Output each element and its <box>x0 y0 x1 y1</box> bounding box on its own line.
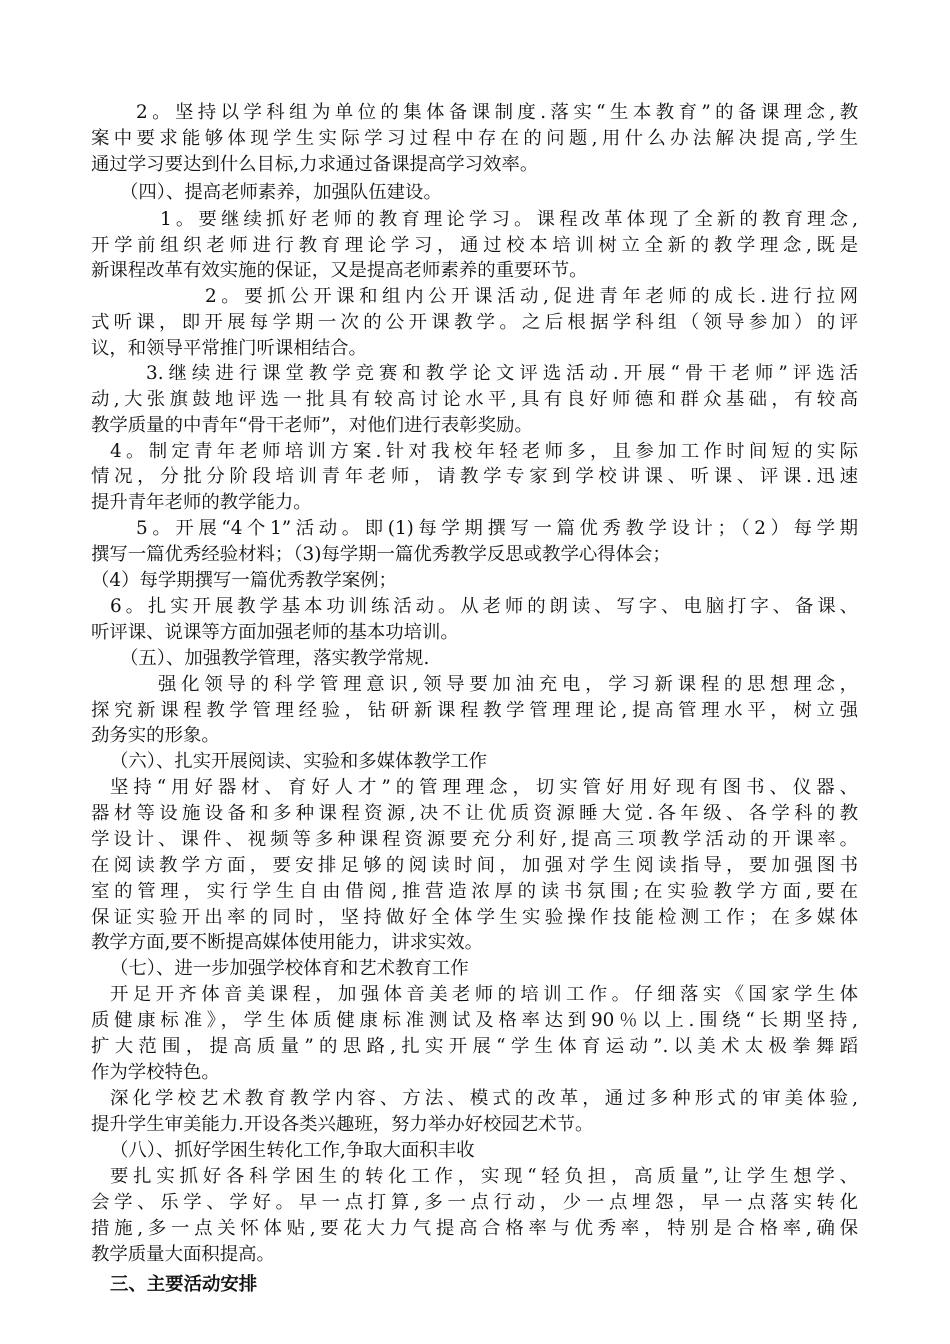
text-line: 开足开齐体音美课程，加强体音美老师的培训工作。仔细落实《国家学生体 <box>110 984 858 1005</box>
text-line: 开学前组织老师进行教育理论学习，通过校本培训树立全新的教学理念,既是 <box>91 235 858 256</box>
text-line: 深化学校艺术教育教学内容、方法、模式的改革，通过多种形式的审美体验, <box>110 1088 858 1109</box>
text-line: 质健康标准》，学生体质健康标准测试及格率达到90％以上.围绕“长期坚持, <box>91 1010 858 1031</box>
text-line: 强化领导的科学管理意识,领导要加油充电，学习新课程的思想理念， <box>158 674 858 695</box>
text-line: 3.继续进行课堂教学竞赛和教学论文评选活动.开展“骨干老师”评选活 <box>146 363 858 384</box>
text-line: 教学质量大面积提高。 <box>91 1244 275 1265</box>
text-line: 式听课，即开展每学期一次的公开课教学。之后根据学科组（领导参加）的评 <box>91 312 858 333</box>
text-line: （六）、扎实开展阅读、实验和多媒体教学工作 <box>110 751 488 772</box>
text-line: （七）、进一步加强学校体育和艺术教育工作 <box>110 958 469 979</box>
text-line: （五）、加强教学管理，落实教学常规. <box>120 648 430 669</box>
text-line: 2。要抓公开课和组内公开课活动,促进青年老师的成长.进行拉网 <box>205 286 858 307</box>
text-line: 5。开展“4个1”活动。即(1)每学期撰写一篇优秀教学设计；（2）每学期 <box>136 518 858 539</box>
text-line: 教学方面,要不断提高媒体使用能力，讲求实效。 <box>91 932 484 953</box>
text-line: 听评课、说课等方面加强老师的基本功培训。 <box>91 622 459 643</box>
text-line: 劲务实的形象。 <box>91 725 220 746</box>
text-line: 作为学校特色。 <box>91 1062 220 1083</box>
text-line: （四）、提高老师素养，加强队伍建设。 <box>120 182 442 203</box>
text-line: 在阅读教学方面，要安排足够的阅读时间，加强对学生阅读指导，要加强图书 <box>91 855 858 876</box>
section-heading: 三、主要活动安排 <box>110 1274 258 1295</box>
text-line: 坚持“用好器材、育好人才”的管理理念，切实管好用好现有图书、仪器、 <box>110 777 858 798</box>
text-line: 室的管理，实行学生自由借阅,推营造浓厚的读书氛围;在实验教学方面,要在 <box>91 881 858 902</box>
text-line: 保证实验开出率的同时，坚持做好全体学生实验操作技能检测工作；在多媒体 <box>91 907 858 928</box>
text-line: 措施,多一点关怀体贴,要花大力气提高合格率与优秀率，特别是合格率,确保 <box>91 1218 858 1239</box>
text-line: 新课程改革有效实施的保证，又是提高老师素养的重要环节。 <box>91 260 588 281</box>
text-line: 教学质量的中青年“骨干老师”，对他们进行表彰奖励。 <box>91 415 533 436</box>
text-line: 撰写一篇优秀经验材料；（3)每学期一篇优秀教学反思或教学心得体会； <box>91 544 671 565</box>
text-line: 案中要求能够体现学生实际学习过程中存在的问题,用什么办法解决提高,学生 <box>91 128 858 149</box>
text-line: 通过学习要达到什么目标,力求通过备课提高学习效率。 <box>91 154 539 175</box>
text-line: 提升青年老师的教学能力。 <box>91 492 312 513</box>
text-line: 1。要继续抓好老师的教育理论学习。课程改革体现了全新的教育理念, <box>160 209 858 230</box>
text-line: 议，和领导平常推门听课相结合。 <box>91 338 367 359</box>
text-line: 学设计、课件、视频等多种课程资源要充分利好,提高三项教学活动的开课率。 <box>91 829 858 850</box>
text-line: 器材等设施设备和多种课程资源,决不让优质资源睡大觉.各年级、各学科的教 <box>91 803 858 824</box>
text-line: 提升学生审美能力.开设各类兴趣班，努力举办好校园艺术节。 <box>91 1114 594 1135</box>
text-line: 会学、乐学、学好。早一点打算,多一点行动，少一点埋怨，早一点落实转化 <box>91 1192 858 1213</box>
text-line: 探究新课程教学管理经验，钻研新课程教学管理理论,提高管理水平，树立强 <box>91 700 858 721</box>
text-line: 2。坚持以学科组为单位的集体备课制度.落实“生本教育”的备课理念,教 <box>136 102 858 123</box>
text-line: 6。扎实开展教学基本功训练活动。从老师的朗读、写字、电脑打字、备课、 <box>110 596 858 617</box>
text-line: 要扎实抓好各科学困生的转化工作，实现“轻负担，高质量”,让学生想学、 <box>110 1166 858 1187</box>
text-line: （八）、抓好学困生转化工作,争取大面积丰收 <box>110 1140 475 1161</box>
text-line: 4。制定青年老师培训方案.针对我校年轻老师多，且参加工作时间短的实际 <box>110 441 858 462</box>
text-line: 扩大范围，提高质量”的思路,扎实开展“学生体育运动”.以美术太极拳舞蹈 <box>91 1036 858 1057</box>
text-line: 动,大张旗鼓地评选一批具有较高讨论水平,具有良好师德和群众基础，有较高 <box>91 389 858 410</box>
text-line: 情况，分批分阶段培训青年老师，请教学专家到学校讲课、听课、评课.迅速 <box>91 466 858 487</box>
text-line: （4）每学期撰写一篇优秀教学案例； <box>91 570 397 591</box>
